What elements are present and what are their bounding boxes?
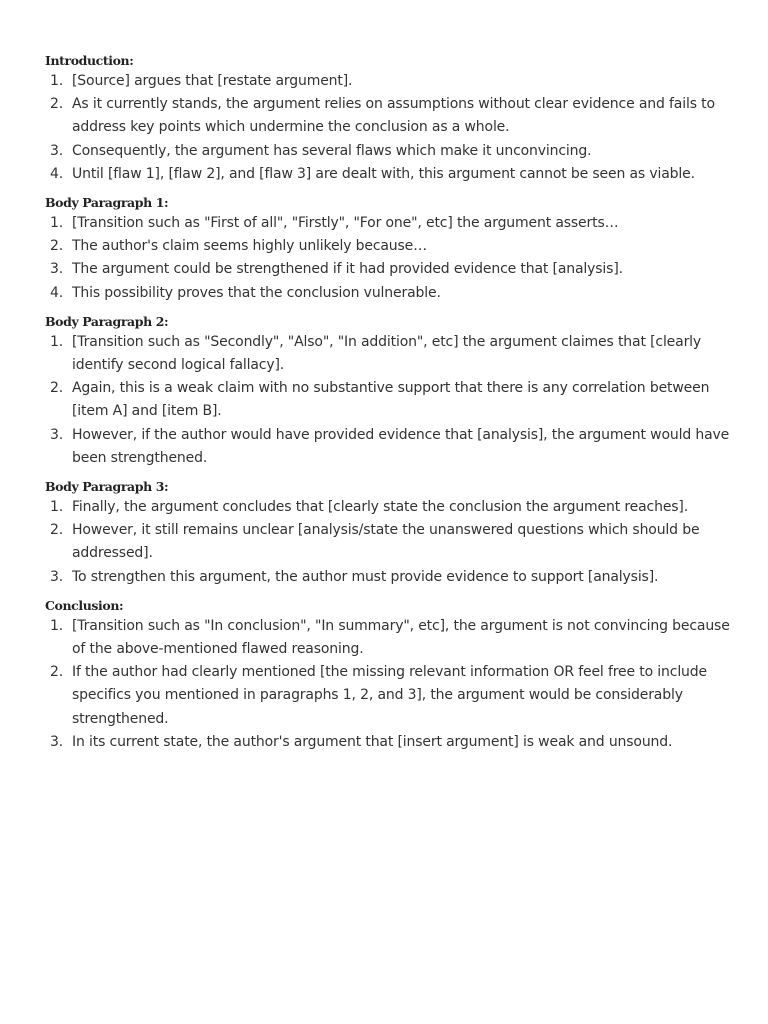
item-number: 3. <box>50 261 64 278</box>
item-text: In its current state, the author's argument that [insert argument] is weak and unsound. <box>72 733 673 750</box>
item-text: The author's claim seems highly unlikely because… <box>72 238 427 255</box>
item-number: 3. <box>50 733 64 750</box>
list-item <box>45 235 735 258</box>
item-number: 3. <box>50 142 64 159</box>
section-heading: Body Paragraph 2: <box>45 313 169 329</box>
list-item <box>45 70 735 93</box>
item-number: 1. <box>50 333 64 350</box>
section-heading: Conclusion: <box>45 597 124 613</box>
item-number: 1. <box>50 215 64 232</box>
list-item <box>45 163 735 186</box>
section-body-paragraph-1 <box>45 192 735 305</box>
item-text: Finally, the argument concludes that [clearly state the conclusion the argument reaches]. <box>72 499 689 516</box>
numbered-list <box>45 496 735 589</box>
section-heading: Introduction: <box>45 53 134 68</box>
section-conclusion <box>45 595 735 754</box>
list-item <box>45 566 735 589</box>
list-item <box>45 93 735 139</box>
item-text: [Transition such as "First of all", "Firstly", "For one", etc] the argument asserts… <box>72 215 619 232</box>
item-number: 4. <box>50 165 64 182</box>
numbered-list <box>45 615 735 754</box>
item-text: The argument could be strengthened if it had provided evidence that [analysis]. <box>72 261 623 278</box>
item-number: 2. <box>50 664 64 681</box>
list-item <box>45 212 735 235</box>
list-item <box>45 331 735 377</box>
item-text: Again, this is a weak claim with no substantive support that there is any correlation between [item A] and [item B]. <box>72 380 710 420</box>
list-item <box>45 282 735 305</box>
numbered-list <box>45 331 735 470</box>
list-item <box>45 496 735 519</box>
item-number: 2. <box>50 96 64 113</box>
item-text: However, it still remains unclear [analysis/state the unanswered questions which should be addressed]. <box>72 522 700 562</box>
list-item <box>45 661 735 731</box>
item-number: 1. <box>50 617 64 634</box>
item-number: 1. <box>50 73 64 89</box>
item-number: 2. <box>50 522 64 539</box>
list-item <box>45 424 735 470</box>
item-text: Consequently, the argument has several flaws which make it unconvincing. <box>72 142 592 159</box>
item-number: 3. <box>50 426 64 443</box>
list-item <box>45 258 735 281</box>
list-item <box>45 140 735 163</box>
item-number: 2. <box>50 238 64 255</box>
item-text: [Transition such as "In conclusion", "In summary", etc], the argument is not convincing because of the above-mentioned flawed reasoning. <box>72 617 730 658</box>
item-text: As it currently stands, the argument relies on assumptions without clear evidence and fails to address key points which undermine the conclusion as a whole. <box>72 96 715 136</box>
item-text: [Transition such as "Secondly", "Also", "In addition", etc] the argument claimes that [clearly identify second logical fallacy]. <box>72 333 702 374</box>
item-number: 1. <box>50 499 64 516</box>
list-item <box>45 519 735 565</box>
list-item <box>45 615 735 661</box>
item-text: This possibility proves that the conclusion vulnerable. <box>72 284 441 301</box>
list-item <box>45 731 735 754</box>
document-page <box>45 50 735 760</box>
section-heading: Body Paragraph 1: <box>45 195 169 211</box>
section-introduction <box>45 50 735 186</box>
item-text: To strengthen this argument, the author must provide evidence to support [analysis]. <box>72 568 659 585</box>
item-text: [Source] argues that [restate argument]. <box>72 73 353 89</box>
section-body-paragraph-2 <box>45 311 735 470</box>
item-text: Until [flaw 1], [flaw 2], and [flaw 3] are dealt with, this argument cannot be seen as viable. <box>72 165 695 182</box>
numbered-list <box>45 70 735 186</box>
numbered-list <box>45 212 735 305</box>
list-item <box>45 377 735 423</box>
section-body-paragraph-3 <box>45 476 735 589</box>
item-number: 2. <box>50 380 64 397</box>
item-text: If the author had clearly mentioned [the missing relevant information OR feel free to include specifics you mentioned in paragraphs 1, 2, and 3], the argument would be considerably strengthened. <box>72 664 707 727</box>
item-number: 4. <box>50 284 64 301</box>
section-heading: Body Paragraph 3: <box>45 479 169 495</box>
item-text: However, if the author would have provided evidence that [analysis], the argument would have been strengthened. <box>72 426 730 466</box>
item-number: 3. <box>50 568 64 585</box>
